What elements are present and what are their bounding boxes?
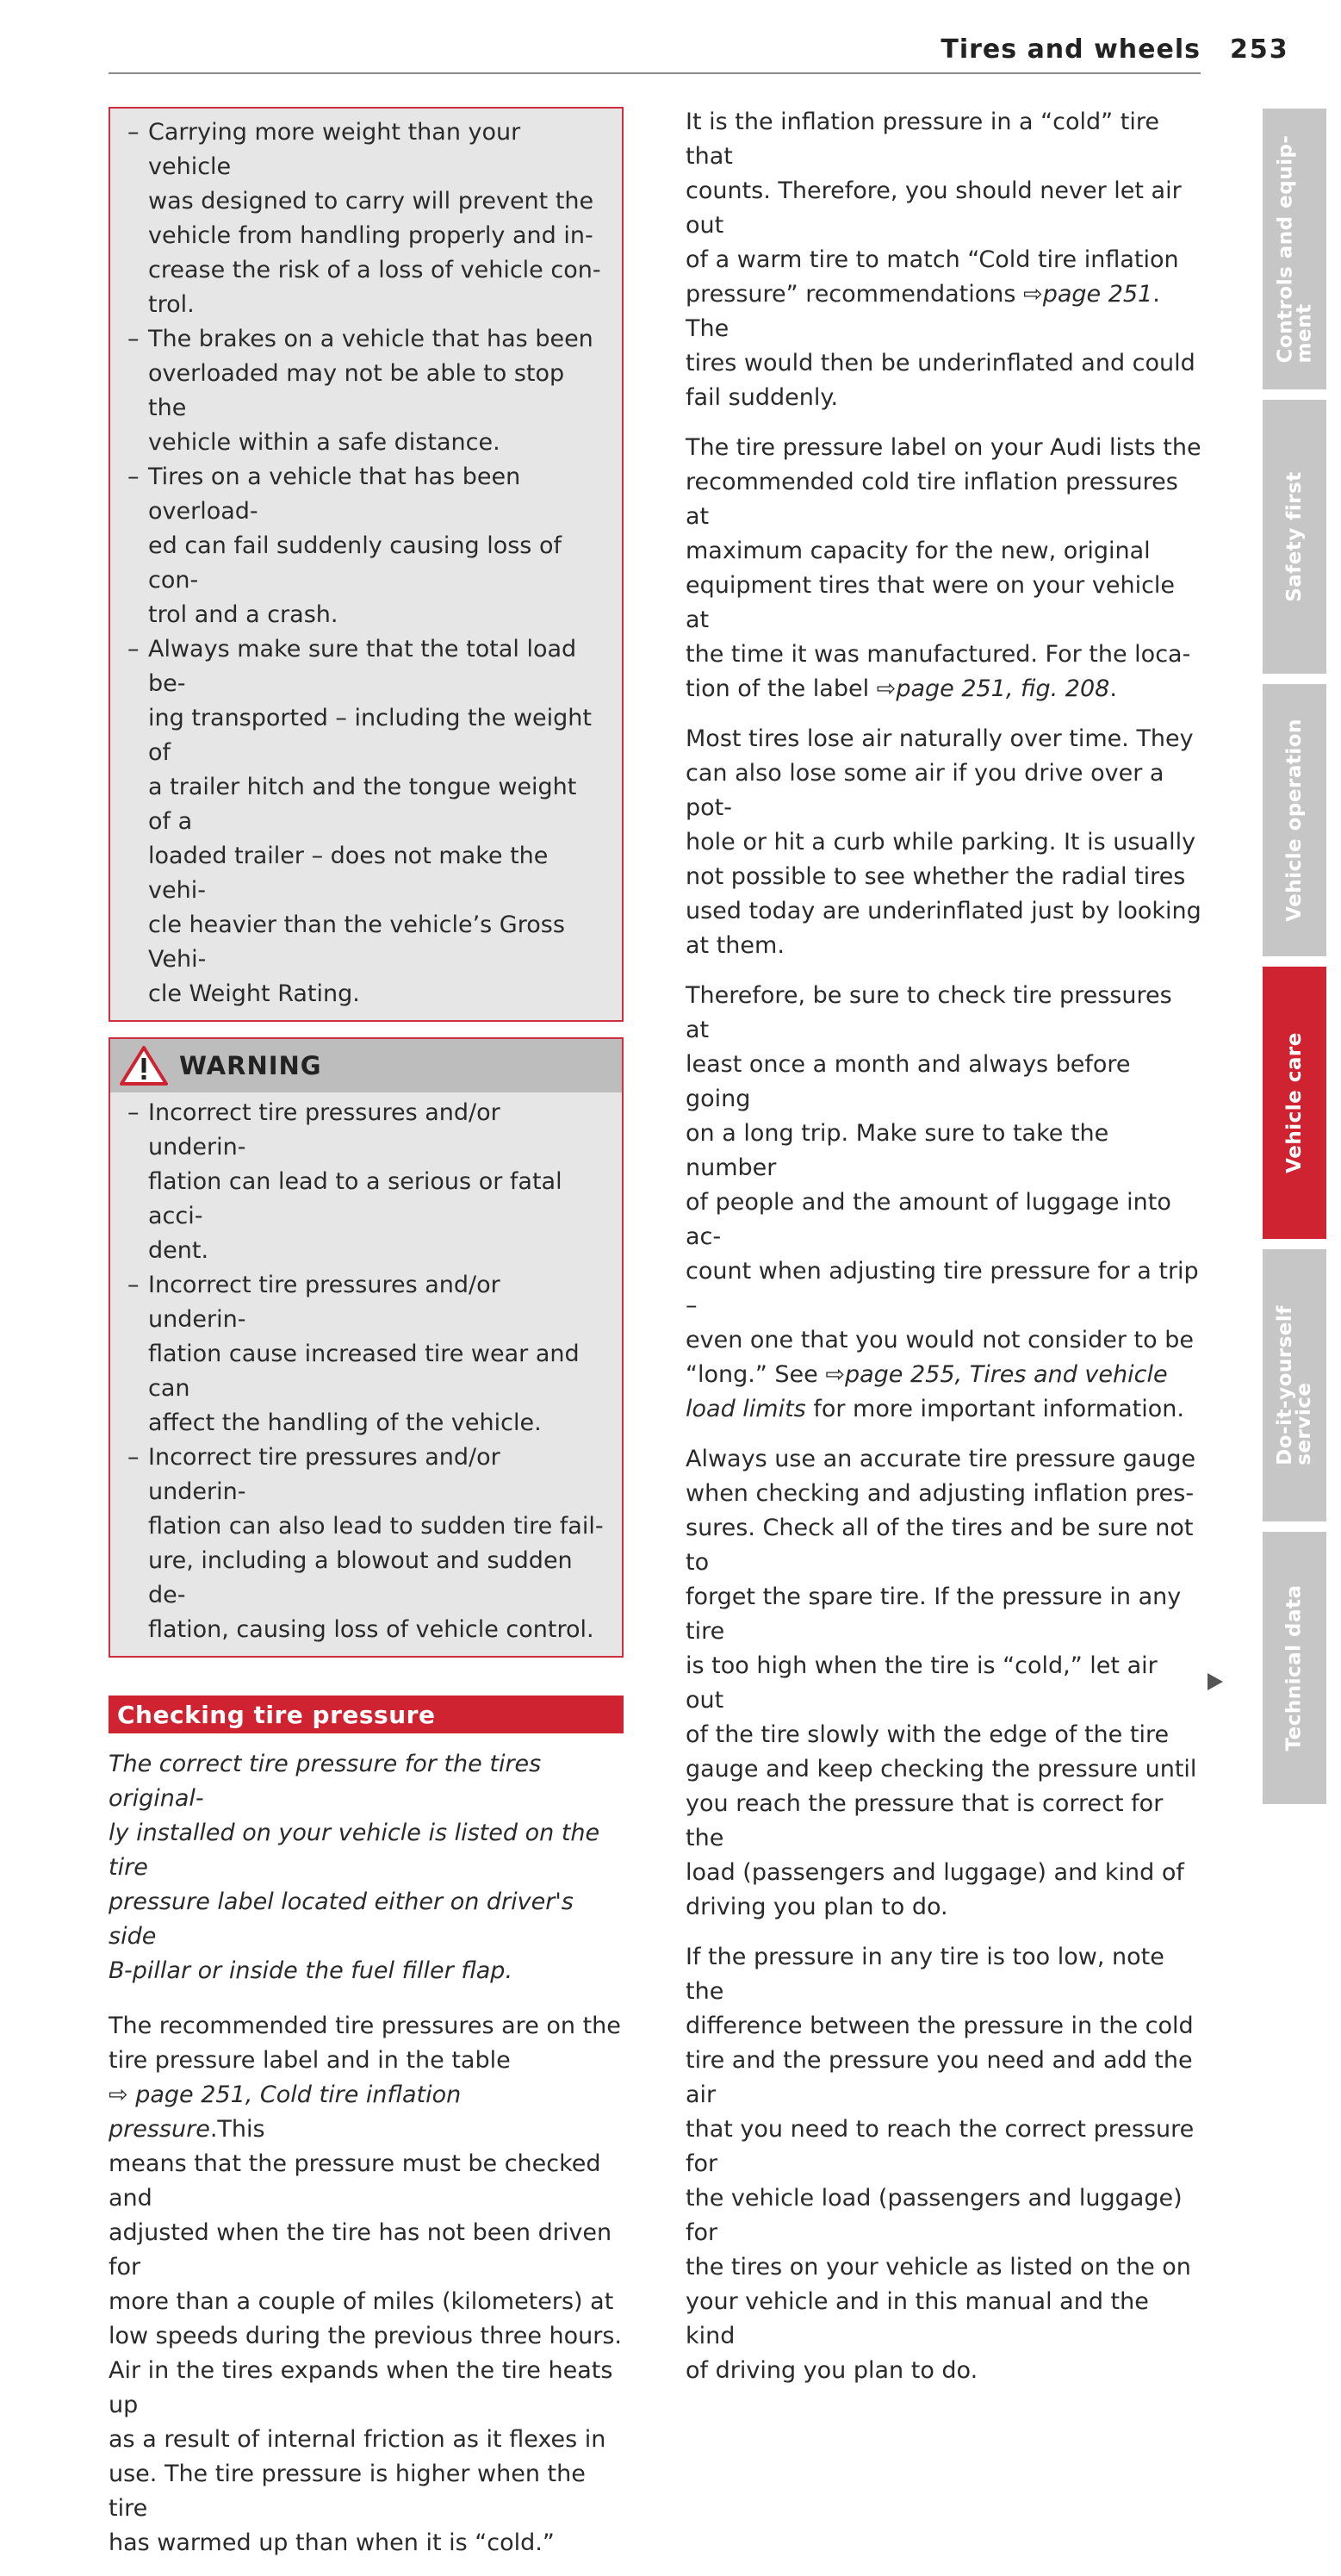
tab-technical-data[interactable]: Technical data bbox=[1263, 1532, 1326, 1804]
warning-item: – Incorrect tire pressures and/or underin- flation can lead to a serious or fatal acci- dent. bbox=[127, 1099, 562, 1264]
paragraph-recommended-pressures: The recommended tire pressures are on the tire pressure label and in the table ⇨ page 251, Cold tire inflation pressure.This means that the pressure must be checked and adjusted when the tire has not been driven for more than a couple of miles (kilometers) at low speeds during the previous three hours. Air in the tires expands when the tire heats up as a result of internal friction as it flexes in use. The tire pressure is higher when the tire has warmed up than when it is “cold.” bbox=[109, 2013, 623, 2556]
paragraph-cold-tire: It is the inflation pressure in a “cold” tire that counts. Therefore, you should never let air out of a warm tire to match “Cold tire inflation pressure” recommendations ⇨page 251. The tires would then be underinflated and could fail suddenly. bbox=[686, 109, 1195, 411]
paragraph-check-monthly: Therefore, be sure to check tire pressures at least once a month and always before going on a long trip. Make sure to take the number of people and the amount of luggage into ac- count when adjusting tire pressure for a trip – even one that you would not consider to be “long.” See ⇨page 255, Tires and vehicle load limits for more important information. bbox=[686, 982, 1199, 1422]
tab-vehicle-operation[interactable]: Vehicle operation bbox=[1263, 684, 1326, 956]
page-reference-link[interactable]: page 251 bbox=[1042, 281, 1153, 308]
warning-box bbox=[109, 1037, 624, 1658]
section-heading: Checking tire pressure bbox=[109, 1696, 624, 1733]
chapter-title: Tires and wheels bbox=[941, 34, 1201, 65]
notice-item: – Carrying more weight than your vehicle was designed to carry will prevent the vehicle from handling properly and in- crease the risk of a loss of vehicle con- trol. bbox=[127, 119, 601, 318]
warning-label: WARNING bbox=[179, 1051, 322, 1080]
paragraph-pressure-label: The tire pressure label on your Audi lists the recommended cold tire inflation pressures at maximum capacity for the new, original equipment tires that were on your vehicle at the time it was manufactured. For the loca- tion of the label ⇨page 251, fig. 208. bbox=[686, 434, 1201, 702]
warning-item: – Incorrect tire pressures and/or underin- flation can also lead to sudden tire fail- ure, including a blowout and sudden de- flation, causing loss of vehicle control. bbox=[127, 1444, 604, 1643]
next-page-arrow-icon bbox=[1206, 1671, 1225, 1692]
paragraph-low-pressure: If the pressure in any tire is too low, note the difference between the pressure in the cold tire and the pressure you need and add the air that you need to reach the correct pressure for the vehicle load (passengers and luggage) for the tires on your vehicle as listed on the on your vehicle and in this manual and the kind of driving you plan to do. bbox=[686, 1944, 1195, 2384]
notice-item: – Always make sure that the total load be- ing transported – including the weight of a trailer hitch and the tongue weight of a loaded trailer – does not make the vehi- cle heavier than the vehicle’s Gross Vehi- cle Weight Rating. bbox=[127, 636, 592, 1007]
page-reference-link[interactable]: ⇨ page 251, Cold tire inflation pressure bbox=[109, 2081, 462, 2143]
notice-item: – The brakes on a vehicle that has been overloaded may not be able to stop the vehicle within a safe distance. bbox=[127, 326, 593, 456]
page-reference-link[interactable]: page 251, fig. 208 bbox=[896, 675, 1110, 702]
paragraph-gauge: Always use an accurate tire pressure gauge when checking and adjusting inflation pres- sures. Check all of the tires and be sure not to forget the spare tire. If the pressure in any tire is too high when the tire is “cold,” let air out of the tire slowly with the edge of the tire gauge and keep checking the pressure until you reach the pressure that is correct for the load (passengers and luggage) and kind of driving you plan to do. bbox=[686, 1446, 1197, 1920]
warning-header bbox=[110, 1039, 622, 1092]
tab-safety-first[interactable]: Safety first bbox=[1263, 400, 1326, 674]
tab-vehicle-care[interactable]: Vehicle care bbox=[1263, 967, 1326, 1239]
page-number: 253 bbox=[1230, 34, 1289, 65]
paragraph-air-loss: Most tires lose air naturally over time. They can also lose some air if you drive over a pot- hole or hit a curb while parking. It is usually not possible to see whether the radial tires used today are underinflated just by looking at them. bbox=[686, 725, 1201, 959]
notice-item: – Tires on a vehicle that has been overload- ed can fail suddenly causing loss of con- trol and a crash. bbox=[127, 464, 562, 628]
page-reference-link[interactable]: page 255, Tires and vehicle load limits bbox=[686, 1361, 1168, 1422]
section-intro: The correct tire pressure for the tires original- ly installed on your vehicle is listed on the tire pressure label located either on driver's side B-pillar or inside the fuel filler flap. bbox=[109, 1751, 600, 1984]
right-column bbox=[686, 105, 1202, 2404]
warning-triangle-icon bbox=[119, 1045, 169, 1086]
tab-controls-and-equipment[interactable]: Controls and equip- ment bbox=[1263, 109, 1326, 389]
tab-do-it-yourself-service[interactable]: Do-it-yourself service bbox=[1263, 1249, 1326, 1521]
warning-body bbox=[110, 1092, 622, 1656]
left-column bbox=[109, 107, 624, 2576]
notice-box bbox=[109, 107, 624, 1022]
running-header bbox=[109, 34, 1201, 74]
warning-item: – Incorrect tire pressures and/or underin- flation cause increased tire wear and can affect the handling of the vehicle. bbox=[127, 1272, 580, 1436]
